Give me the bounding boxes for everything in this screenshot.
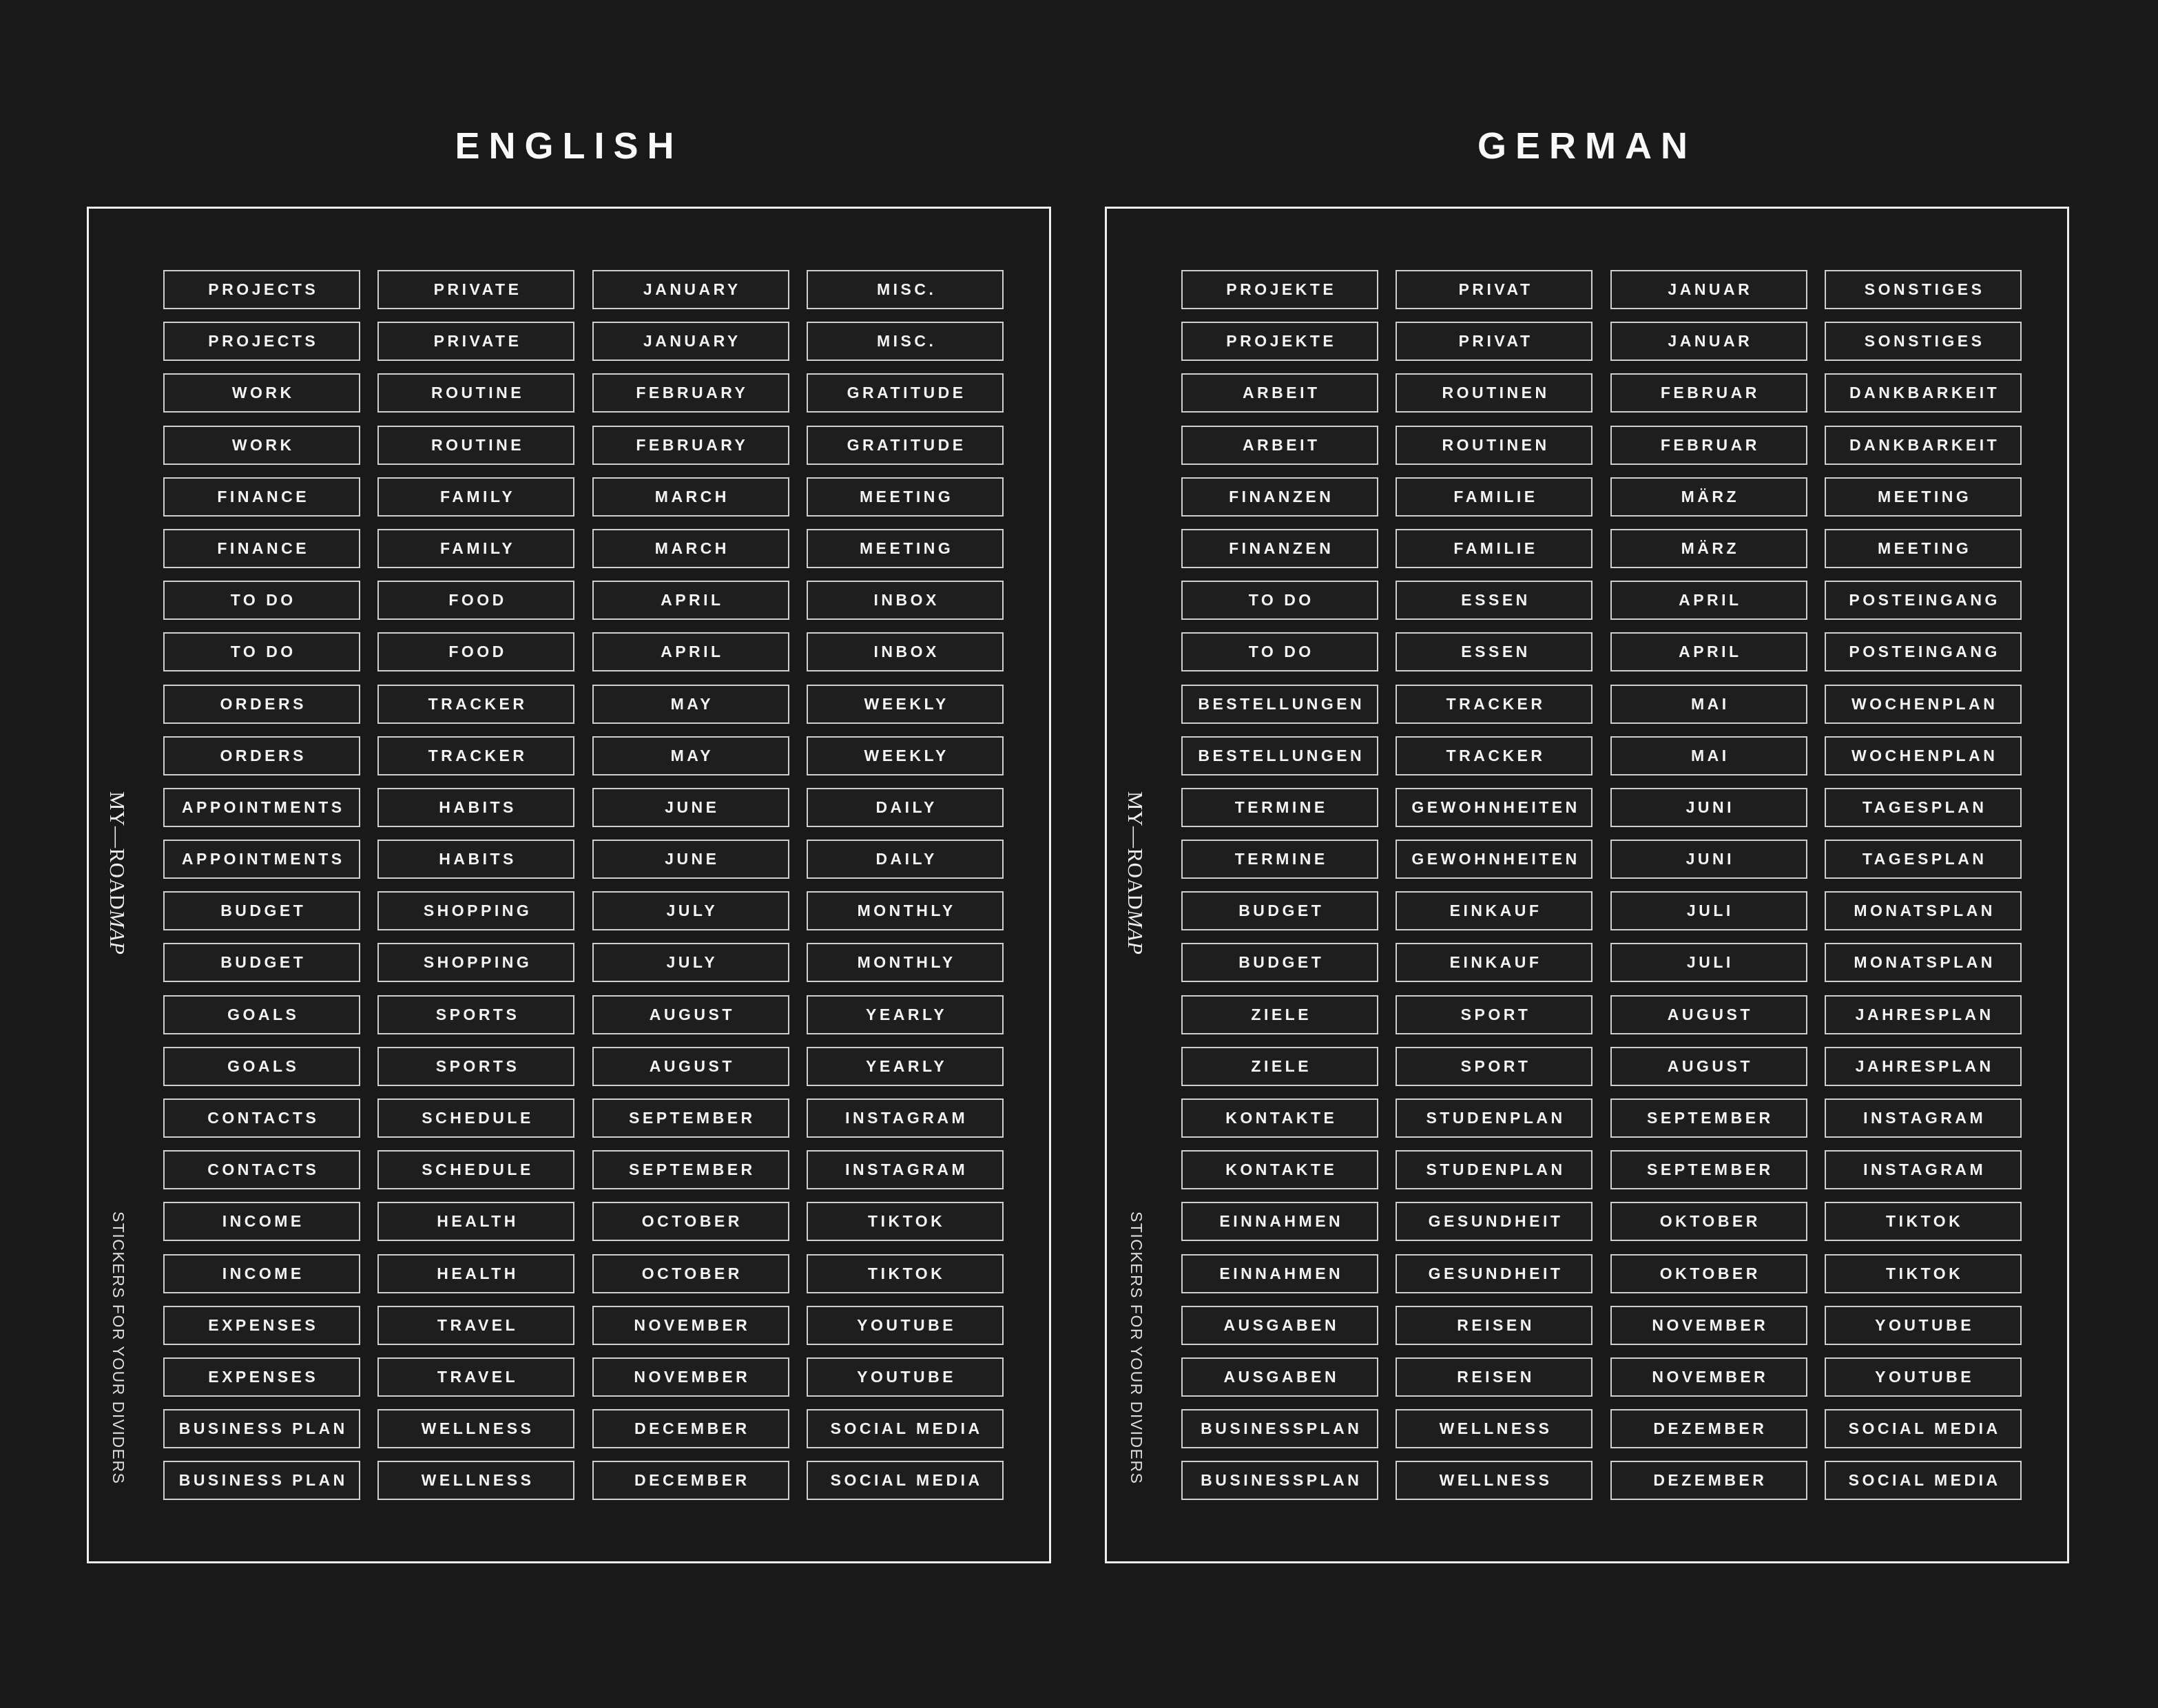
sticker-label: MONATSPLAN — [1825, 943, 2022, 982]
sticker-label: INSTAGRAM — [807, 1098, 1004, 1138]
sticker-label: KONTAKTE — [1181, 1150, 1378, 1189]
sticker-label: ROUTINE — [377, 426, 574, 465]
sticker-label: FAMILY — [377, 477, 574, 517]
sticker-label: OKTOBER — [1610, 1254, 1807, 1293]
sticker-label: YOUTUBE — [1825, 1357, 2022, 1397]
sticker-label: APRIL — [592, 581, 789, 620]
sticker-label: TRAVEL — [377, 1306, 574, 1345]
sticker-label: SPORT — [1396, 1047, 1592, 1086]
sticker-label: FAMILIE — [1396, 529, 1592, 568]
sticker-label: PRIVATE — [377, 322, 574, 361]
sticker-label: TIKTOK — [807, 1202, 1004, 1241]
sticker-label: SHOPPING — [377, 943, 574, 982]
sticker-label: OCTOBER — [592, 1254, 789, 1293]
sticker-label: TO DO — [1181, 632, 1378, 671]
sticker-label: MEETING — [1825, 529, 2022, 568]
sticker-label: MAY — [592, 736, 789, 775]
sticker-label: MARCH — [592, 477, 789, 517]
sticker-label: JULI — [1610, 891, 1807, 930]
sticker-label: SONSTIGES — [1825, 270, 2022, 309]
sticker-label: WELLNESS — [1396, 1409, 1592, 1448]
sticker-label: TAGESPLAN — [1825, 840, 2022, 879]
roadmap-side-label — [1125, 791, 1146, 955]
sticker-label: AUSGABEN — [1181, 1306, 1378, 1345]
sticker-label: STUDENPLAN — [1396, 1098, 1592, 1138]
sticker-label: FAMILIE — [1396, 477, 1592, 517]
sticker-label: MEETING — [807, 477, 1004, 517]
sticker-label: PRIVAT — [1396, 270, 1592, 309]
sticker-label: HABITS — [377, 840, 574, 879]
sticker-label: MONTHLY — [807, 891, 1004, 930]
sticker-label: GOALS — [163, 995, 360, 1034]
sticker-label: SONSTIGES — [1825, 322, 2022, 361]
sticker-label: SEPTEMBER — [1610, 1098, 1807, 1138]
sticker-label: WORK — [163, 373, 360, 413]
sticker-label: FOOD — [377, 581, 574, 620]
sticker-label: WOCHENPLAN — [1825, 736, 2022, 775]
sticker-label: SOCIAL MEDIA — [1825, 1461, 2022, 1500]
sticker-label: JULY — [592, 891, 789, 930]
sticker-label: FEBRUARY — [592, 373, 789, 413]
sticker-label: JANUAR — [1610, 270, 1807, 309]
sticker-label: BUDGET — [163, 943, 360, 982]
sticker-label: TERMINE — [1181, 788, 1378, 827]
sticker-label: EXPENSES — [163, 1306, 360, 1345]
sticker-label: GRATITUDE — [807, 426, 1004, 465]
sticker-label: KONTAKTE — [1181, 1098, 1378, 1138]
sticker-label: NOVEMBER — [592, 1357, 789, 1397]
sticker-label: DEZEMBER — [1610, 1409, 1807, 1448]
sticker-label: CONTACTS — [163, 1098, 360, 1138]
sticker-label: APRIL — [1610, 581, 1807, 620]
sticker-label: SEPTEMBER — [1610, 1150, 1807, 1189]
sticker-label: DAILY — [807, 788, 1004, 827]
sticker-label: FINANZEN — [1181, 529, 1378, 568]
sticker-label: INSTAGRAM — [807, 1150, 1004, 1189]
sticker-grid-german — [1181, 270, 2022, 1501]
dividers-note-side-label: STICKERS FOR YOUR DIVIDERS — [1128, 1211, 1145, 1484]
sticker-label: SPORT — [1396, 995, 1592, 1034]
sticker-label: WEEKLY — [807, 685, 1004, 724]
roadmap-italic-text: MAP — [1123, 910, 1148, 955]
sticker-label: GRATITUDE — [807, 373, 1004, 413]
sticker-label: APRIL — [592, 632, 789, 671]
sticker-label: BUSINESS PLAN — [163, 1409, 360, 1448]
sticker-label: FINANZEN — [1181, 477, 1378, 517]
sticker-label: WEEKLY — [807, 736, 1004, 775]
english-panel — [87, 207, 1051, 1563]
sticker-label: ORDERS — [163, 685, 360, 724]
sticker-label: INBOX — [807, 632, 1004, 671]
sticker-label: AUGUST — [592, 1047, 789, 1086]
sticker-label: YEARLY — [807, 995, 1004, 1034]
sticker-label: ORDERS — [163, 736, 360, 775]
sticker-label: YEARLY — [807, 1047, 1004, 1086]
sticker-label: WELLNESS — [377, 1461, 574, 1500]
sticker-label: MAI — [1610, 736, 1807, 775]
sticker-label: TRACKER — [377, 685, 574, 724]
sticker-label: TO DO — [163, 632, 360, 671]
sticker-label: ROUTINE — [377, 373, 574, 413]
sticker-label: MEETING — [1825, 477, 2022, 517]
sticker-label: TIKTOK — [1825, 1202, 2022, 1241]
sticker-label: APPOINTMENTS — [163, 840, 360, 879]
sticker-label: BUSINESS PLAN — [163, 1461, 360, 1500]
sticker-label: GESUNDHEIT — [1396, 1202, 1592, 1241]
sticker-label: YOUTUBE — [807, 1357, 1004, 1397]
sticker-label: JUNI — [1610, 788, 1807, 827]
sticker-label: MISC. — [807, 270, 1004, 309]
sticker-label: OCTOBER — [592, 1202, 789, 1241]
sticker-label: APRIL — [1610, 632, 1807, 671]
sticker-label: NOVEMBER — [592, 1306, 789, 1345]
sticker-label: FEBRUARY — [592, 426, 789, 465]
sticker-label: TRACKER — [1396, 736, 1592, 775]
sticker-label: ESSEN — [1396, 581, 1592, 620]
sticker-label: JULI — [1610, 943, 1807, 982]
sticker-label: ZIELE — [1181, 1047, 1378, 1086]
german-title: GERMAN — [1477, 125, 1697, 167]
sticker-label: HABITS — [377, 788, 574, 827]
sticker-label: SOCIAL MEDIA — [1825, 1409, 2022, 1448]
sticker-label: PROJECTS — [163, 322, 360, 361]
sticker-label: ROUTINEN — [1396, 373, 1592, 413]
sticker-label: MAI — [1610, 685, 1807, 724]
sticker-label: HEALTH — [377, 1202, 574, 1241]
sticker-label: EINKAUF — [1396, 943, 1592, 982]
sticker-label: JUNI — [1610, 840, 1807, 879]
sticker-label: AUSGABEN — [1181, 1357, 1378, 1397]
sticker-label: MONATSPLAN — [1825, 891, 2022, 930]
sticker-label: WOCHENPLAN — [1825, 685, 2022, 724]
sticker-label: BUDGET — [1181, 943, 1378, 982]
sticker-label: JANUARY — [592, 270, 789, 309]
sticker-label: TERMINE — [1181, 840, 1378, 879]
sticker-label: ESSEN — [1396, 632, 1592, 671]
roadmap-regular-text: MY—ROAD — [105, 791, 129, 910]
sticker-label: GOALS — [163, 1047, 360, 1086]
sticker-label: WORK — [163, 426, 360, 465]
sticker-label: REISEN — [1396, 1357, 1592, 1397]
sticker-label: ROUTINEN — [1396, 426, 1592, 465]
sticker-label: INBOX — [807, 581, 1004, 620]
sticker-label: SCHEDULE — [377, 1150, 574, 1189]
sticker-label: INCOME — [163, 1202, 360, 1241]
sticker-label: BUDGET — [1181, 891, 1378, 930]
sticker-label: FINANCE — [163, 529, 360, 568]
sticker-label: MISC. — [807, 322, 1004, 361]
sticker-label: DECEMBER — [592, 1461, 789, 1500]
sticker-label: TRACKER — [377, 736, 574, 775]
sticker-label: BESTELLUNGEN — [1181, 736, 1378, 775]
sticker-label: MEETING — [807, 529, 1004, 568]
sticker-label: CONTACTS — [163, 1150, 360, 1189]
sticker-label: BUSINESSPLAN — [1181, 1461, 1378, 1500]
sticker-label: SPORTS — [377, 1047, 574, 1086]
sticker-label: FEBRUAR — [1610, 373, 1807, 413]
sticker-label: MÄRZ — [1610, 529, 1807, 568]
sticker-label: YOUTUBE — [807, 1306, 1004, 1345]
sticker-label: AUGUST — [592, 995, 789, 1034]
sticker-label: DANKBARKEIT — [1825, 426, 2022, 465]
sticker-label: TO DO — [163, 581, 360, 620]
german-panel — [1105, 207, 2069, 1563]
sticker-label: POSTEINGANG — [1825, 632, 2022, 671]
sticker-label: TIKTOK — [807, 1254, 1004, 1293]
sticker-label: JULY — [592, 943, 789, 982]
sticker-label: SOCIAL MEDIA — [807, 1409, 1004, 1448]
sticker-label: DEZEMBER — [1610, 1461, 1807, 1500]
sticker-label: PROJECTS — [163, 270, 360, 309]
sticker-label: GESUNDHEIT — [1396, 1254, 1592, 1293]
sticker-label: SPORTS — [377, 995, 574, 1034]
sticker-label: FINANCE — [163, 477, 360, 517]
dividers-note-side-label: STICKERS FOR YOUR DIVIDERS — [110, 1211, 127, 1484]
sticker-label: SCHEDULE — [377, 1098, 574, 1138]
sticker-label: TO DO — [1181, 581, 1378, 620]
sticker-label: JAHRESPLAN — [1825, 995, 2022, 1034]
sticker-label: STUDENPLAN — [1396, 1150, 1592, 1189]
sticker-label: FAMILY — [377, 529, 574, 568]
sticker-label: DAILY — [807, 840, 1004, 879]
sticker-label: ARBEIT — [1181, 373, 1378, 413]
sticker-label: ARBEIT — [1181, 426, 1378, 465]
sticker-grid-english — [163, 270, 1004, 1501]
sticker-label: APPOINTMENTS — [163, 788, 360, 827]
sticker-label: JAHRESPLAN — [1825, 1047, 2022, 1086]
sticker-label: INSTAGRAM — [1825, 1098, 2022, 1138]
sticker-label: EXPENSES — [163, 1357, 360, 1397]
sticker-label: EINKAUF — [1396, 891, 1592, 930]
sticker-label: PRIVAT — [1396, 322, 1592, 361]
sticker-label: AUGUST — [1610, 1047, 1807, 1086]
sticker-label: MARCH — [592, 529, 789, 568]
sticker-label: PROJEKTE — [1181, 270, 1378, 309]
roadmap-regular-text: MY—ROAD — [1123, 791, 1148, 910]
english-title: ENGLISH — [455, 125, 683, 167]
sticker-label: PROJEKTE — [1181, 322, 1378, 361]
sticker-label: AUGUST — [1610, 995, 1807, 1034]
sticker-label: MÄRZ — [1610, 477, 1807, 517]
sticker-label: JUNE — [592, 788, 789, 827]
sticker-label: POSTEINGANG — [1825, 581, 2022, 620]
sticker-label: NOVEMBER — [1610, 1357, 1807, 1397]
sticker-label: FOOD — [377, 632, 574, 671]
sticker-label: JUNE — [592, 840, 789, 879]
sticker-label: JANUARY — [592, 322, 789, 361]
sticker-label: WELLNESS — [377, 1409, 574, 1448]
sticker-label: OKTOBER — [1610, 1202, 1807, 1241]
roadmap-italic-text: MAP — [105, 910, 129, 955]
sticker-label: FEBRUAR — [1610, 426, 1807, 465]
sticker-label: ZIELE — [1181, 995, 1378, 1034]
sticker-label: WELLNESS — [1396, 1461, 1592, 1500]
sticker-label: GEWOHNHEITEN — [1396, 840, 1592, 879]
sticker-label: DECEMBER — [592, 1409, 789, 1448]
sticker-label: YOUTUBE — [1825, 1306, 2022, 1345]
sticker-label: NOVEMBER — [1610, 1306, 1807, 1345]
sticker-label: MONTHLY — [807, 943, 1004, 982]
sticker-label: BUSINESSPLAN — [1181, 1409, 1378, 1448]
sticker-label: TAGESPLAN — [1825, 788, 2022, 827]
sticker-label: REISEN — [1396, 1306, 1592, 1345]
sticker-label: MAY — [592, 685, 789, 724]
sticker-label: DANKBARKEIT — [1825, 373, 2022, 413]
sticker-label: TIKTOK — [1825, 1254, 2022, 1293]
roadmap-side-label — [107, 791, 128, 955]
sticker-label: SEPTEMBER — [592, 1098, 789, 1138]
sticker-label: JANUAR — [1610, 322, 1807, 361]
sticker-label: INSTAGRAM — [1825, 1150, 2022, 1189]
sticker-label: SOCIAL MEDIA — [807, 1461, 1004, 1500]
sticker-label: BUDGET — [163, 891, 360, 930]
sticker-label: BESTELLUNGEN — [1181, 685, 1378, 724]
sticker-label: SEPTEMBER — [592, 1150, 789, 1189]
sticker-label: TRACKER — [1396, 685, 1592, 724]
sticker-label: INCOME — [163, 1254, 360, 1293]
sticker-label: HEALTH — [377, 1254, 574, 1293]
sticker-label: TRAVEL — [377, 1357, 574, 1397]
sticker-label: EINNAHMEN — [1181, 1254, 1378, 1293]
sticker-label: EINNAHMEN — [1181, 1202, 1378, 1241]
sticker-label: PRIVATE — [377, 270, 574, 309]
sticker-label: GEWOHNHEITEN — [1396, 788, 1592, 827]
sticker-label: SHOPPING — [377, 891, 574, 930]
